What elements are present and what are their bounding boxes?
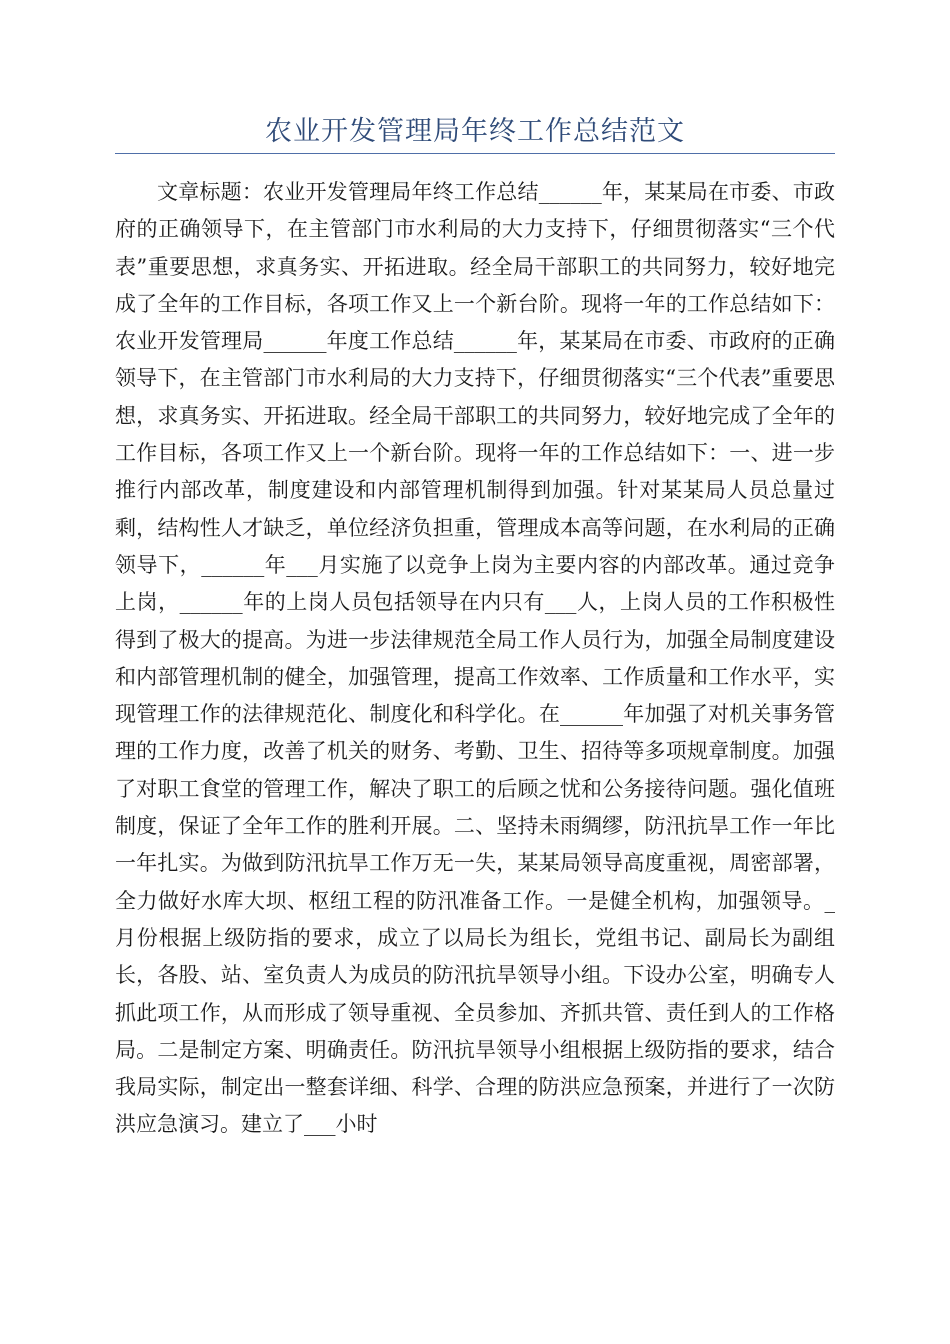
document-title: 农业开发管理局年终工作总结范文 [265, 116, 685, 147]
document-body-paragraph: 文章标题：农业开发管理局年终工作总结______年，某某局在市委、市政府的正确领导下，在主管部门市水利局的大力支持下，仔细贯彻落实“三个代表”重要思想，求真务实、开拓进取。经全局干部职工的共同努力，较好地完成了全年的工作目标，各项工作又上一个新台阶。现将一年的工作总结如下：农业开发管理局______年度工作总结______年，某某局在市委、市政府的正确领导下，在主管部门市水利局的大力支持下，仔细贯彻落实“三个代表”重要思想，求真务实、开拓进取。经全局干部职工的共同努力，较好地完成了全年的工作目标，各项工作又上一个新台阶。现将一年的工作总结如下：一、进一步推行内部改革，制度建设和内部管理机制得到加强。针对某某局人员总量过剩，结构性人才缺乏，单位经济负担重，管理成本高等问题，在水利局的正确领导下，______年___月实施了以竞争上岗为主要内容的内部改革。通过竞争上岗，______年的上岗人员包括领导在内只有___人，上岗人员的工作积极性得到了极大的提高。为进一步法律规范全局工作人员行为，加强全局制度建设和内部管理机制的健全，加强管理，提高工作效率、工作质量和工作水平，实现管理工作的法律规范化、制度化和科学化。在______年加强了对机关事务管理的工作力度，改善了机关的财务、考勤、卫生、招待等多项规章制度。加强了对职工食堂的管理工作，解决了职工的后顾之忧和公务接待问题。强化值班制度，保证了全年工作的胜利开展。二、坚持未雨绸缪，防汛抗旱工作一年比一年扎实。为做到防汛抗旱工作万无一失，某某局领导高度重视，周密部署，全力做好水库大坝、枢纽工程的防汛准备工作。一是健全机构，加强领导。_月份根据上级防指的要求，成立了以局长为组长，党组书记、副局长为副组长，各股、站、室负责人为成员的防汛抗旱领导小组。下设办公室，明确专人抓此项工作，从而形成了领导重视、全员参加、齐抓共管、责任到人的工作格局。二是制定方案、明确责任。防汛抗旱领导小组根据上级防指的要求，结合我局实际，制定出一整套详细、科学、合理的防洪应急预案，并进行了一次防洪应急演习。建立了___小时 [115, 180, 835, 1137]
title-underline [115, 153, 835, 154]
